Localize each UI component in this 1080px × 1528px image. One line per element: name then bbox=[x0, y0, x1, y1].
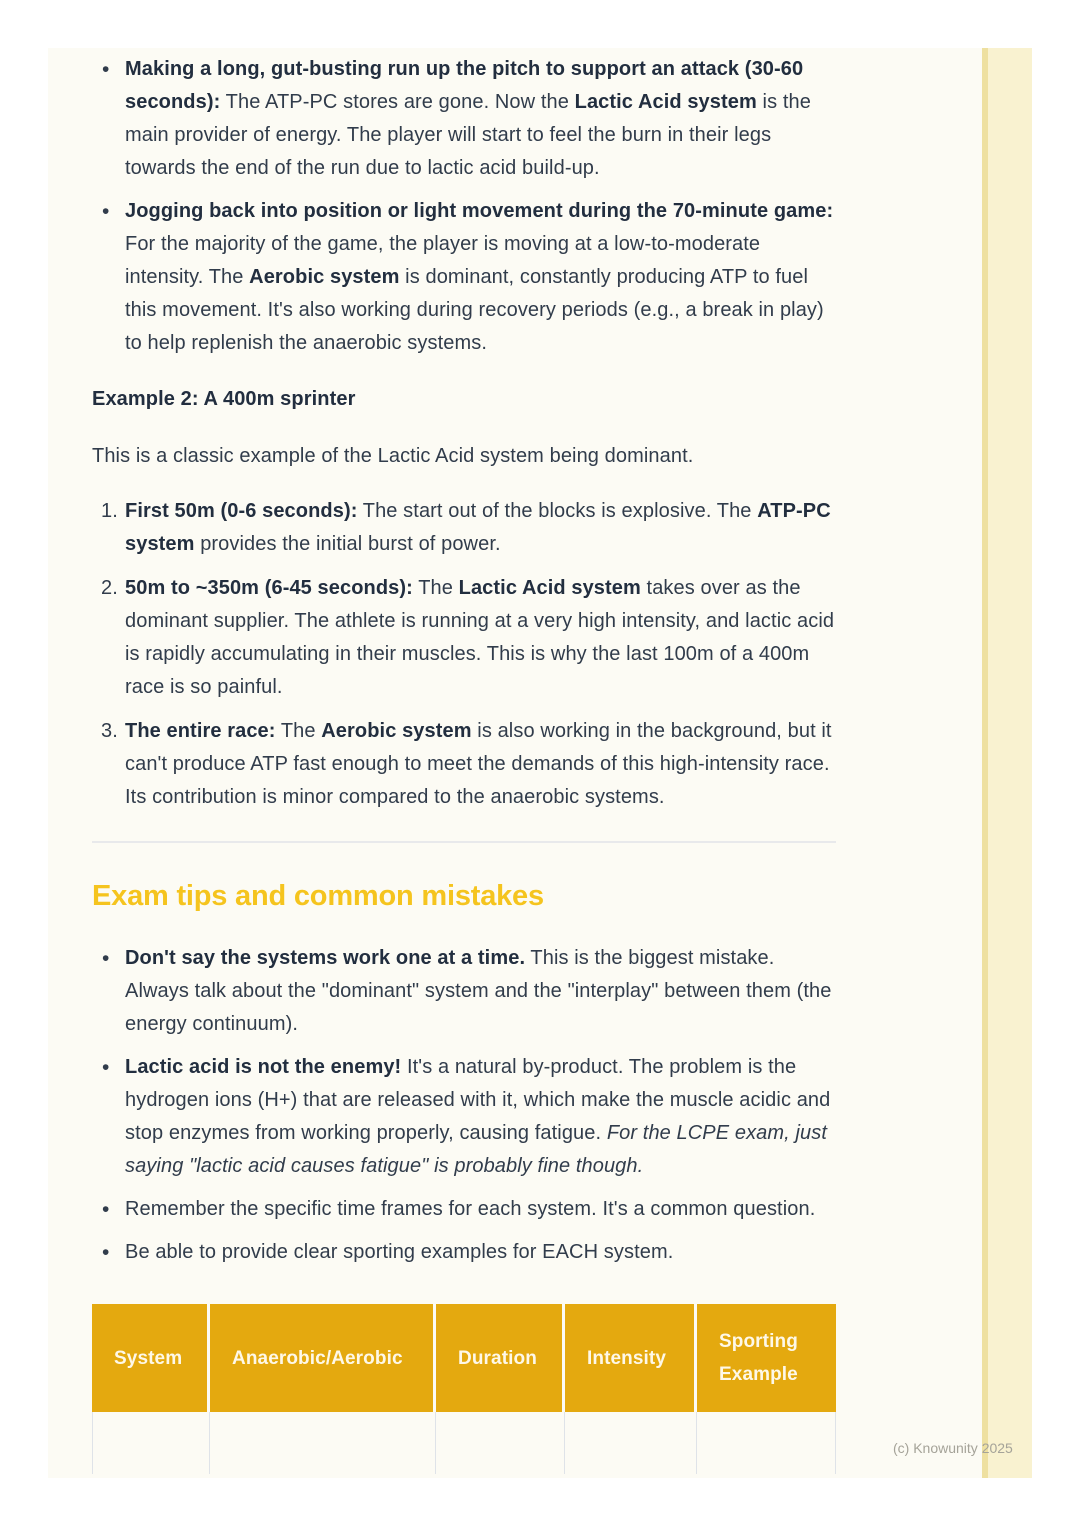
list-item bbox=[92, 942, 836, 1041]
example2-intro-paragraph: This is a classic example of the Lactic Acid system being dominant. bbox=[92, 445, 694, 467]
table-header-cell: System bbox=[92, 1304, 210, 1412]
table-body-row bbox=[92, 1412, 836, 1474]
text-segment: First 50m (0-6 seconds): bbox=[125, 500, 358, 522]
content-column bbox=[92, 48, 836, 1474]
table-header-cell: Duration bbox=[436, 1304, 565, 1412]
document-page bbox=[48, 48, 1032, 1478]
text-segment: The bbox=[412, 577, 459, 599]
table-header-cell: Anaerobic/Aerobic bbox=[210, 1304, 436, 1412]
list-item bbox=[92, 1051, 836, 1183]
text-segment: is also working in the background, but it can't produce ATP fast enough to meet the demands of this high-intensity race. Its contribution is minor compared to the anaerobic systems. bbox=[125, 720, 832, 808]
list-item bbox=[92, 715, 836, 814]
text-segment: provides the initial burst of power. bbox=[194, 533, 501, 555]
text-segment: Jogging back into position or light movement during the 70-minute game: bbox=[125, 200, 834, 222]
text-segment: The start out of the blocks is explosive. The bbox=[357, 500, 758, 522]
text-segment: Aerobic system bbox=[249, 266, 400, 288]
table-header-row bbox=[92, 1304, 836, 1412]
table-cell bbox=[92, 1412, 210, 1474]
table-cell bbox=[210, 1412, 436, 1474]
text-segment: is dominant, constantly producing ATP to fuel this movement. It's also working during recovery periods (e.g., a break in play) to help replenish the anaerobic systems. bbox=[125, 266, 824, 354]
list-item bbox=[92, 53, 836, 185]
list-item bbox=[92, 1236, 836, 1269]
text-segment: 50m to ~350m (6-45 seconds): bbox=[125, 577, 413, 599]
list-item bbox=[92, 1193, 836, 1226]
table-body bbox=[92, 1412, 836, 1474]
table-cell bbox=[436, 1412, 565, 1474]
page-edge-stripe bbox=[982, 48, 1032, 1478]
text-segment: Lactic acid is not the enemy! bbox=[125, 1056, 402, 1078]
text-segment: For the majority of the game, the player is moving at a low-to-moderate intensity. The bbox=[125, 233, 761, 288]
table-header-cell: Intensity bbox=[565, 1304, 697, 1412]
text-segment: This is the biggest mistake. Always talk about the "dominant" system and the "interplay" between them (the energy continuum). bbox=[125, 947, 832, 1035]
table-cell bbox=[565, 1412, 697, 1474]
text-segment: The bbox=[275, 720, 322, 742]
text-segment: It's a natural by-product. The problem is the hydrogen ions (H+) that are released with it, which make the muscle acidic and stop enzymes from working properly, causing fatigue. bbox=[125, 1056, 831, 1144]
text-segment: The entire race: bbox=[125, 720, 276, 742]
sprinter-phases-list bbox=[92, 495, 836, 814]
text-segment: is the main provider of energy. The player will start to feel the burn in their legs towards the end of the run due to lactic acid build-up. bbox=[125, 91, 811, 179]
text-segment: takes over as the dominant supplier. The athlete is running at a very high intensity, and lactic acid is rapidly accumulating in their muscles. This is why the last 100m of a 400m race is so painful. bbox=[125, 577, 835, 698]
text-segment: Aerobic system bbox=[321, 720, 472, 742]
list-item bbox=[92, 572, 836, 704]
table-header-cell: Sporting Example bbox=[697, 1304, 836, 1412]
section-divider bbox=[92, 841, 836, 843]
text-segment: Be able to provide clear sporting examples for EACH system. bbox=[125, 1241, 674, 1263]
list-item bbox=[92, 495, 836, 561]
text-segment: Lactic Acid system bbox=[574, 91, 757, 113]
exam-tips-heading: Exam tips and common mistakes bbox=[92, 880, 544, 912]
list-item bbox=[92, 195, 836, 360]
text-segment: Remember the specific time frames for each system. It's a common question. bbox=[125, 1198, 816, 1220]
text-segment: The ATP-PC stores are gone. Now the bbox=[220, 91, 575, 113]
text-segment: Don't say the systems work one at a time. bbox=[125, 947, 526, 969]
match-scenarios-list bbox=[92, 53, 836, 360]
copyright-watermark: (c) Knowunity 2025 bbox=[893, 1440, 1013, 1456]
table-cell bbox=[697, 1412, 836, 1474]
example2-heading: Example 2: A 400m sprinter bbox=[92, 388, 356, 410]
text-segment: ATP-PC system bbox=[125, 500, 831, 555]
exam-tips-list bbox=[92, 942, 836, 1269]
text-segment: For the LCPE exam, just saying "lactic acid causes fatigue" is probably fine though. bbox=[125, 1122, 827, 1177]
energy-systems-summary-table bbox=[92, 1304, 836, 1474]
text-segment: Making a long, gut-busting run up the pitch to support an attack (30-60 seconds): bbox=[125, 58, 804, 113]
text-segment: Lactic Acid system bbox=[458, 577, 641, 599]
